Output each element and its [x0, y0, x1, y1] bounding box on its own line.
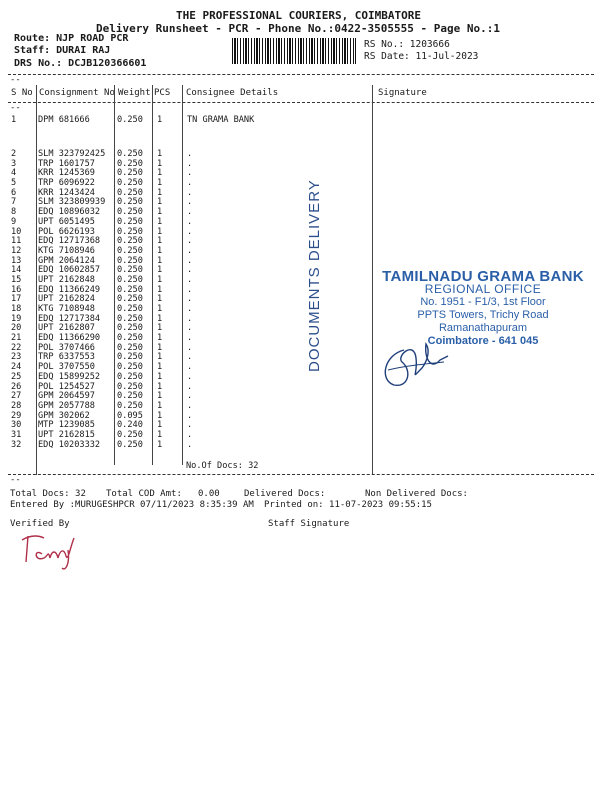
- row-consignee: .: [187, 245, 193, 256]
- divider: [8, 74, 594, 75]
- col-header-pcs: PCS: [154, 88, 171, 98]
- total-docs: Total Docs: 32: [10, 489, 86, 499]
- row-consignee: .: [187, 236, 193, 247]
- row-consignee: .: [187, 168, 193, 179]
- col-header-weight: Weight: [118, 88, 151, 98]
- row-sno: 22: [11, 342, 22, 353]
- row-pcs: 1: [157, 236, 163, 247]
- row-pcs: 1: [157, 207, 163, 218]
- row-weight: 0.250: [117, 265, 143, 276]
- row-weight: 0.250: [117, 323, 143, 334]
- entered-by: Entered By :MURUGESHPCR 07/11/2023 8:35:39 AM: [10, 500, 254, 510]
- row-sno: 28: [11, 400, 22, 411]
- row-sno: 21: [11, 333, 22, 344]
- row-consignment: POL 1254527: [38, 381, 95, 392]
- row-consignee: .: [187, 429, 193, 440]
- stamp-address-4: Coimbatore - 641 045: [427, 335, 539, 347]
- row-sno: 14: [11, 265, 22, 276]
- table-row: [0, 116, 372, 126]
- row-pcs: 1: [157, 391, 163, 402]
- row-consignment: SLM 323809939: [38, 197, 106, 208]
- row-consignment: EDQ 10602857: [38, 265, 101, 276]
- stamp-address-1: No. 1951 - F1/3, 1st Floor: [420, 296, 546, 308]
- row-pcs: 1: [157, 187, 163, 198]
- row-sno: 19: [11, 313, 22, 324]
- row-sno: 15: [11, 274, 22, 285]
- row-consignment: UPT 2162848: [38, 274, 95, 285]
- row-pcs: 1: [157, 439, 163, 450]
- row-weight: 0.250: [117, 429, 143, 440]
- row-sno: 9: [11, 216, 17, 227]
- row-consignee: .: [187, 400, 193, 411]
- row-consignment: TRP 1601757: [38, 158, 95, 169]
- row-consignee: .: [187, 391, 193, 402]
- divider-mark: --: [10, 475, 21, 485]
- row-sno: 10: [11, 226, 22, 237]
- row-weight: 0.250: [117, 352, 143, 363]
- row-sno: 16: [11, 284, 22, 295]
- no-of-docs: No.Of Docs: 32: [186, 461, 259, 471]
- row-consignment: UPT 2162807: [38, 323, 95, 334]
- rs-number: RS No.: 1203666: [364, 39, 450, 50]
- row-consignment: TRP 6096922: [38, 178, 95, 189]
- row-consignee: .: [187, 187, 193, 198]
- row-consignment: GPM 302062: [38, 410, 90, 421]
- row-weight: 0.250: [117, 197, 143, 208]
- divider-mark: --: [10, 103, 21, 113]
- route-label: Route: NJP ROAD PCR: [14, 33, 129, 44]
- row-consignment: EDQ 11366290: [38, 333, 101, 344]
- row-pcs: 1: [157, 255, 163, 266]
- row-weight: 0.250: [117, 216, 143, 227]
- row-pcs: 1: [157, 265, 163, 276]
- row-weight: 0.250: [117, 400, 143, 411]
- row-sno: 5: [11, 178, 17, 189]
- row-consignee: .: [187, 342, 193, 353]
- row-consignee: .: [187, 381, 193, 392]
- col-header-signature: Signature: [378, 88, 427, 98]
- row-consignee: .: [187, 255, 193, 266]
- row-weight: 0.250: [117, 187, 143, 198]
- row-consignee: .: [187, 265, 193, 276]
- documents-delivery-stamp: DOCUMENTS DELIVERY: [306, 179, 323, 372]
- drs-number: DRS No.: DCJB120366601: [14, 58, 147, 69]
- bank-signature-icon: [374, 330, 454, 392]
- row-sno: 1: [11, 115, 17, 125]
- row-pcs: 1: [157, 429, 163, 440]
- row-consignee: .: [187, 333, 193, 344]
- row-consignee: .: [187, 410, 193, 421]
- row-consignment: EDQ 10203332: [38, 439, 101, 450]
- row-consignment: POL 3707550: [38, 362, 95, 373]
- row-consignment: GPM 2057788: [38, 400, 95, 411]
- row-consignment: DPM 681666: [38, 115, 90, 125]
- row-sno: 26: [11, 381, 22, 392]
- row-weight: 0.250: [117, 371, 143, 382]
- row-consignment: KRR 1243424: [38, 187, 95, 198]
- row-sno: 4: [11, 168, 17, 179]
- row-pcs: 1: [157, 245, 163, 256]
- table-row: [0, 441, 372, 451]
- row-sno: 7: [11, 197, 17, 208]
- row-pcs: 1: [157, 304, 163, 314]
- row-consignee: .: [187, 294, 193, 305]
- stamp-address-3: Ramanathapuram: [438, 322, 528, 334]
- row-weight: 0.250: [117, 284, 143, 295]
- row-weight: 0.250: [117, 245, 143, 256]
- row-pcs: 1: [157, 294, 163, 305]
- printed-on: Printed on: 11-07-2023 09:55:15: [264, 500, 432, 510]
- row-consignee: .: [187, 420, 193, 431]
- delivered-docs: Delivered Docs:: [244, 489, 326, 499]
- row-weight: 0.240: [117, 420, 143, 431]
- staff-signature-label: Staff Signature: [268, 519, 350, 529]
- row-sno: 6: [11, 187, 17, 198]
- row-weight: 0.250: [117, 255, 143, 266]
- row-sno: 29: [11, 410, 22, 421]
- row-weight: 0.250: [117, 236, 143, 247]
- row-consignment: UPT 2162824: [38, 294, 95, 305]
- row-consignment: MTP 1239085: [38, 420, 95, 431]
- row-sno: 12: [11, 245, 22, 256]
- row-pcs: 1: [157, 115, 163, 125]
- row-pcs: 1: [157, 371, 163, 382]
- row-consignee: .: [187, 304, 193, 314]
- row-consignee: .: [187, 313, 193, 324]
- row-weight: 0.250: [117, 226, 143, 237]
- rs-date: RS Date: 11-Jul-2023: [364, 51, 479, 62]
- verified-by-label: Verified By: [10, 519, 70, 529]
- row-pcs: 1: [157, 323, 163, 334]
- row-consignment: UPT 2162815: [38, 429, 95, 440]
- row-weight: 0.250: [117, 294, 143, 305]
- row-pcs: 1: [157, 178, 163, 189]
- row-consignment: SLM 323792425: [38, 149, 106, 159]
- stamp-bank-name: TAMILNADU GRAMA BANK: [382, 268, 584, 285]
- company-title: THE PROFESSIONAL COURIERS, COIMBATORE: [176, 9, 422, 22]
- row-consignee: .: [187, 274, 193, 285]
- row-sno: 18: [11, 304, 22, 314]
- row-consignment: EDQ 11366249: [38, 284, 101, 295]
- row-sno: 20: [11, 323, 22, 334]
- row-weight: 0.250: [117, 115, 143, 125]
- row-pcs: 1: [157, 420, 163, 431]
- row-pcs: 1: [157, 381, 163, 392]
- row-consignment: UPT 6051495: [38, 216, 95, 227]
- row-consignee: .: [187, 226, 193, 237]
- row-weight: 0.250: [117, 304, 143, 314]
- staff-label: Staff: DURAI RAJ: [14, 45, 111, 56]
- row-consignee: .: [187, 158, 193, 169]
- row-consignee: .: [187, 371, 193, 382]
- row-pcs: 1: [157, 284, 163, 295]
- row-consignment: EDQ 15899252: [38, 371, 101, 382]
- row-weight: 0.250: [117, 274, 143, 285]
- row-weight: 0.095: [117, 410, 143, 421]
- row-consignee: .: [187, 178, 193, 189]
- row-weight: 0.250: [117, 439, 143, 450]
- row-sno: 24: [11, 362, 22, 373]
- row-weight: 0.250: [117, 168, 143, 179]
- row-consignment: EDQ 10896032: [38, 207, 101, 218]
- barcode: [232, 38, 356, 64]
- row-consignee: .: [187, 207, 193, 218]
- row-weight: 0.250: [117, 381, 143, 392]
- row-pcs: 1: [157, 197, 163, 208]
- row-weight: 0.250: [117, 158, 143, 169]
- row-weight: 0.250: [117, 178, 143, 189]
- divider-mark: --: [10, 75, 21, 85]
- row-consignment: GPM 2064124: [38, 255, 95, 266]
- row-sno: 2: [11, 149, 17, 159]
- row-pcs: 1: [157, 168, 163, 179]
- total-cod-value: 0.00: [198, 489, 220, 499]
- row-weight: 0.250: [117, 207, 143, 218]
- footer-divider: [8, 474, 594, 475]
- row-consignment: EDQ 12717368: [38, 236, 101, 247]
- runsheet-subtitle: Delivery Runsheet - PCR - Phone No.:0422-3505555 - Page No.:1: [96, 22, 500, 35]
- row-sno: 30: [11, 420, 22, 431]
- row-consignee: .: [187, 323, 193, 334]
- stamp-address-2: PPTS Towers, Trichy Road: [417, 309, 549, 321]
- row-consignee: .: [187, 197, 193, 208]
- row-consignee: .: [187, 216, 193, 227]
- row-pcs: 1: [157, 226, 163, 237]
- row-pcs: 1: [157, 400, 163, 411]
- row-consignment: TRP 6337553: [38, 352, 95, 363]
- col-header-consignee: Consignee Details: [186, 88, 279, 98]
- row-consignee: .: [187, 362, 193, 373]
- header-divider: [8, 102, 594, 103]
- row-pcs: 1: [157, 410, 163, 421]
- row-weight: 0.250: [117, 362, 143, 373]
- row-consignment: POL 6626193: [38, 226, 95, 237]
- row-sno: 25: [11, 371, 22, 382]
- row-consignee: .: [187, 352, 193, 363]
- row-pcs: 1: [157, 352, 163, 363]
- row-weight: 0.250: [117, 333, 143, 344]
- total-cod-label: Total COD Amt:: [106, 489, 182, 499]
- row-weight: 0.250: [117, 313, 143, 324]
- row-pcs: 1: [157, 149, 163, 159]
- stamp-office: REGIONAL OFFICE: [424, 282, 542, 296]
- row-pcs: 1: [157, 158, 163, 169]
- row-sno: 23: [11, 352, 22, 363]
- col-header-sno: S No: [11, 88, 33, 98]
- row-sno: 13: [11, 255, 22, 266]
- row-pcs: 1: [157, 274, 163, 285]
- row-sno: 31: [11, 429, 22, 440]
- row-consignee: .: [187, 284, 193, 295]
- row-sno: 8: [11, 207, 17, 218]
- row-consignment: KTG 7108946: [38, 245, 95, 256]
- row-consignment: KRR 1245369: [38, 168, 95, 179]
- row-consignee: .: [187, 149, 193, 159]
- row-sno: 11: [11, 236, 22, 247]
- row-sno: 27: [11, 391, 22, 402]
- row-consignment: KTG 7108948: [38, 304, 95, 314]
- non-delivered-docs: Non Delivered Docs:: [365, 489, 468, 499]
- row-sno: 32: [11, 439, 22, 450]
- row-pcs: 1: [157, 333, 163, 344]
- row-weight: 0.250: [117, 342, 143, 353]
- row-consignment: GPM 2064597: [38, 391, 95, 402]
- row-sno: 17: [11, 294, 22, 305]
- row-pcs: 1: [157, 313, 163, 324]
- row-consignee: .: [187, 439, 193, 450]
- col-header-consignment: Consignment No: [39, 88, 115, 98]
- row-weight: 0.250: [117, 149, 143, 159]
- row-consignment: EDQ 12717384: [38, 313, 101, 324]
- row-consignee: TN GRAMA BANK: [187, 115, 255, 125]
- row-sno: 3: [11, 158, 17, 169]
- row-pcs: 1: [157, 342, 163, 353]
- verifier-signature-icon: [18, 528, 82, 576]
- row-pcs: 1: [157, 362, 163, 373]
- row-weight: 0.250: [117, 391, 143, 402]
- row-pcs: 1: [157, 216, 163, 227]
- row-consignment: POL 3707466: [38, 342, 95, 353]
